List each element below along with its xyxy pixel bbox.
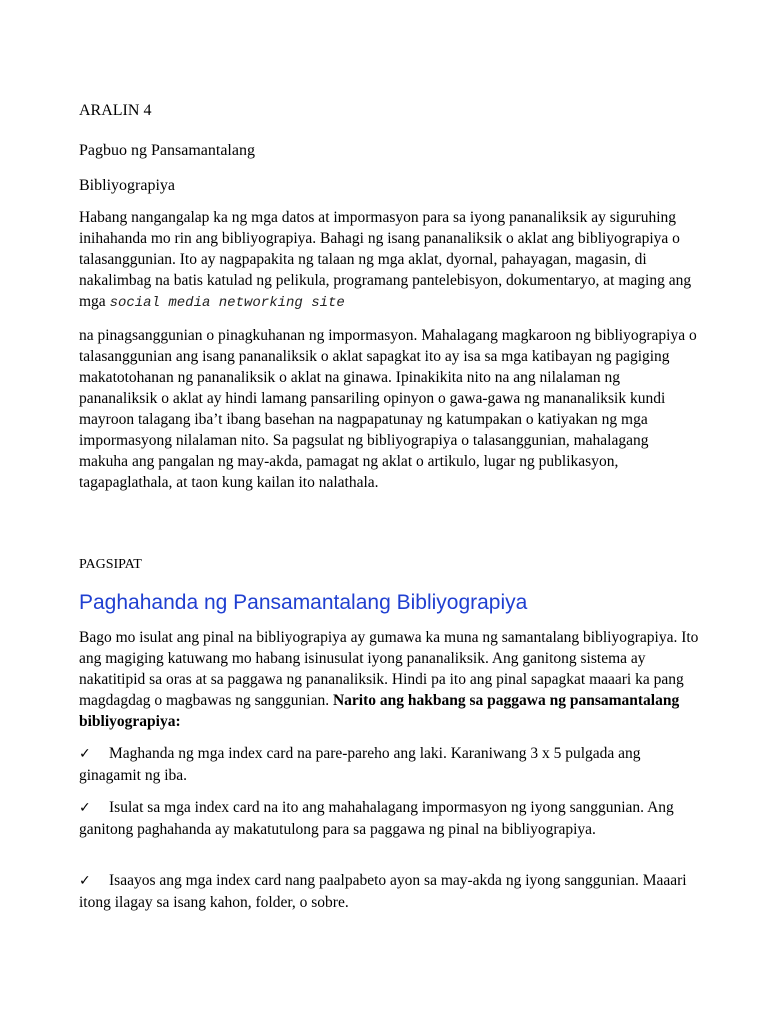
checklist-item-3-text: Isaayos ang mga index card nang paalpabeto ayon sa may-akda ng iyong sanggunian. Maaari itong ilagay sa isang kahon, folder, o sobre. xyxy=(79,872,687,911)
checklist-item-1 xyxy=(79,743,699,786)
steps-intro-text: Bago mo isulat ang pinal na bibliyograpiya ay gumawa ka muna ng samantalang bibliyograpiya. Ito ang magiging katuwang mo habang isinusulat iyong pananaliksik. Ang ganitong sistema ay nakatitipid sa oras at sa paggawa ng pananaliksik. Hindi pa ito ang pinal sapagkat maaari ka pang magdagdag o magbawas ng sanggunian. xyxy=(79,629,699,709)
section-heading: Paghahanda ng Pansamantalang Bibliyograpiya xyxy=(79,591,528,614)
title-line-2: Bibliyograpiya xyxy=(79,177,175,194)
intro-italic-phrase: social media networking site xyxy=(109,295,345,311)
checklist-item-2-text: Isulat sa mga index card na ito ang mahahalagang impormasyon ng iyong sanggunian. Ang ganitong paghahanda ay makatutulong para sa paggawa ng pinal na bibliyograpiya. xyxy=(79,799,674,838)
checkmark-icon: ✓ xyxy=(79,746,91,762)
checklist-item-1-text: Maghanda ng mga index card na pare-pareho ang laki. Karaniwang 3 x 5 pulgada ang ginagamit ng iba. xyxy=(79,745,641,784)
intro-text: Habang nangangalap ka ng mga datos at impormasyon para sa iyong pananaliksik ay siguruhing inihahanda mo rin ang bibliyograpiya. Bahagi ng isang pananaliksik o aklat ang bibliyograpiya o talasanggunian. Ito ay nagpapakita ng talaan ng mga aklat, dyornal, pahayagan, magasin, di nakalimbag na batis katulad ng pelikula, programang pantelebisyon, dokumentaryo, at maging ang mga xyxy=(79,209,692,310)
title-line-1: Pagbuo ng Pansamantalang xyxy=(79,142,255,159)
checkmark-icon: ✓ xyxy=(79,873,91,889)
checkmark-icon: ✓ xyxy=(79,800,91,816)
section-label: PAGSIPAT xyxy=(79,557,142,572)
checklist-item-3 xyxy=(79,870,699,913)
body-paragraph: na pinagsanggunian o pinagkuhanan ng impormasyon. Mahalagang magkaroon ng bibliyograpiya o talasanggunian ang isang pananaliksik o aklat sapagkat ito ay isa sa mga katibayan ng pagiging makatotohanan ng pananaliksik o aklat na ginawa. Ipinakikita nito na ang nilalaman ng pananaliksik o aklat ay hindi lamang pansariling opinyon o gawa-gawa ng mananaliksik kundi mayroon talagang iba’t ibang basehan na nagpapatunay ng katumpakan o katiyakan ng mga impormasyong nilalaman nito. Sa pagsulat ng bibliyograpiya o talasanggunian, mahalagang makuha ang pangalan ng may-akda, pamagat ng aklat o artikulo, lugar ng publikasyon, tagapaglathala, at taon kung kailan ito nalathala. xyxy=(79,327,697,491)
checklist-item-2 xyxy=(79,797,699,840)
steps-intro-bold: Narito ang hakbang sa paggawa ng pansamantalang bibliyograpiya: xyxy=(79,692,680,730)
steps-intro-paragraph xyxy=(79,627,699,732)
lesson-label: ARALIN 4 xyxy=(79,102,152,119)
intro-paragraph xyxy=(79,207,699,314)
